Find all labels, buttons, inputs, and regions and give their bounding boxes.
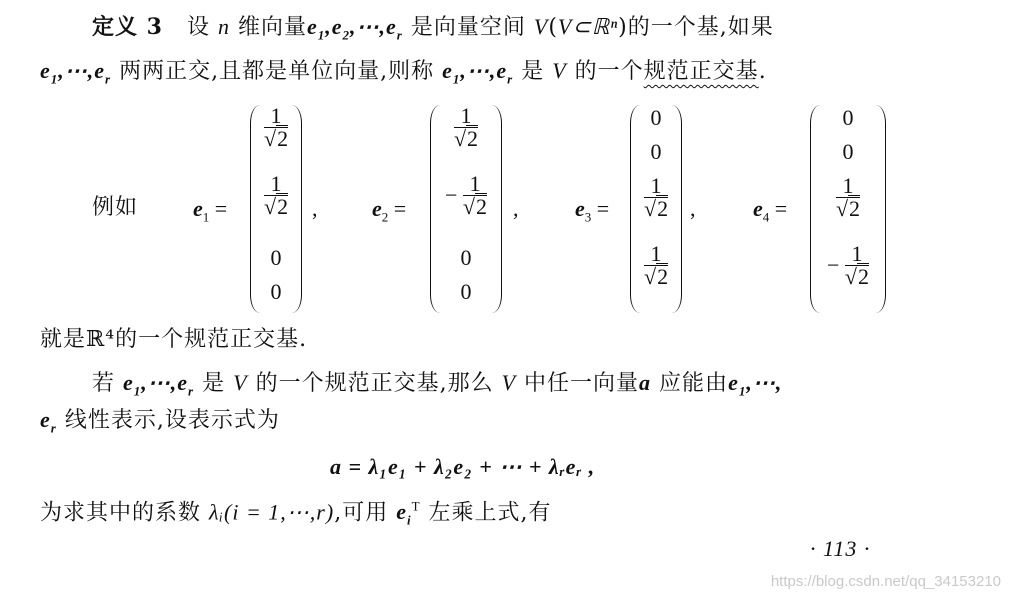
vector-e4 bbox=[810, 105, 886, 313]
vector-cell: 0 bbox=[460, 245, 472, 270]
watermark: https://blog.csdn.net/qq_34153210 bbox=[770, 573, 1001, 590]
math-vector-list: $e_1,\cdots,e_r$ bbox=[40, 58, 112, 87]
math-V: V bbox=[233, 370, 248, 395]
math-vector-list: $e_1,\cdots,e_r$ bbox=[442, 58, 514, 87]
math-er: $e_r$ bbox=[40, 407, 57, 436]
math-coefficients: λᵢ(i = 1,⋯,r) bbox=[209, 499, 335, 525]
math-V: V bbox=[552, 58, 567, 83]
denominator: √2 bbox=[264, 194, 289, 219]
math-vector-list: $e_1,e_2,\cdots,e_r$ bbox=[306, 14, 403, 43]
vector-cell: 0 bbox=[842, 139, 854, 164]
denominator: √2 bbox=[844, 264, 869, 289]
text: 若 bbox=[92, 371, 116, 396]
math-V: V bbox=[533, 14, 549, 39]
math-vector-list: $e_1,\cdots$, bbox=[728, 370, 783, 399]
text: 线性表示,设表示式为 bbox=[64, 408, 280, 433]
numerator: 1 bbox=[644, 243, 668, 266]
definition-label: 定义 3 bbox=[92, 14, 163, 40]
fraction bbox=[463, 173, 487, 218]
vector-e3 bbox=[630, 105, 682, 313]
numerator: 1 bbox=[644, 175, 668, 198]
math-ei-transpose: $e_i^T$ bbox=[396, 499, 421, 528]
comma: , bbox=[690, 196, 696, 221]
right-parenthesis bbox=[873, 105, 886, 313]
fraction bbox=[836, 175, 860, 220]
text: 的一个规范正交基,那么 bbox=[255, 371, 494, 396]
paragraph-line-1 bbox=[92, 368, 782, 406]
vector-e2-label: $e_2$ = bbox=[372, 196, 407, 225]
numerator: 1 bbox=[264, 173, 288, 196]
vector-cell: 0 bbox=[270, 279, 282, 304]
numerator: 1 bbox=[264, 105, 288, 128]
fraction bbox=[264, 105, 288, 150]
text: 两两正交,且都是单位向量,则称 bbox=[119, 59, 435, 84]
text: 应能由 bbox=[659, 371, 729, 396]
right-parenthesis bbox=[489, 105, 502, 313]
fraction bbox=[644, 243, 668, 288]
text: 为求其中的系数 bbox=[40, 500, 202, 526]
text: ,可用 bbox=[334, 500, 389, 526]
fraction bbox=[454, 105, 478, 150]
vector-cell bbox=[824, 243, 872, 288]
term-orthonormal-basis: 规范正交基 bbox=[643, 59, 759, 84]
minus-sign: − bbox=[827, 252, 845, 278]
vector-cell bbox=[264, 105, 288, 150]
definition-line-2 bbox=[40, 56, 767, 94]
vector-e1 bbox=[250, 105, 302, 313]
vector-cell bbox=[264, 173, 288, 218]
page-number: · 113 · bbox=[810, 536, 871, 561]
comma: , bbox=[513, 196, 519, 221]
vector-cell bbox=[644, 243, 668, 288]
vector-e4-label: $e_4$ = bbox=[753, 196, 788, 225]
example-label: 例如 bbox=[92, 195, 139, 220]
text: 的一个 bbox=[574, 59, 644, 84]
left-parenthesis bbox=[430, 105, 443, 313]
vector-cell bbox=[644, 175, 668, 220]
vector-cell bbox=[824, 175, 872, 220]
vector-cell: 0 bbox=[650, 139, 662, 164]
math-subset: V⊂ℝⁿ bbox=[557, 14, 619, 39]
fraction bbox=[264, 173, 288, 218]
paragraph-line-3 bbox=[40, 492, 552, 536]
text: 左乘上式,有 bbox=[428, 500, 552, 526]
linear-combination-formula: a = λ₁e₁ + λ₂e₂ + ⋯ + λᵣeᵣ , bbox=[330, 454, 596, 479]
text: 维向量 bbox=[237, 15, 307, 40]
vector-e3-label: $e_3$ = bbox=[575, 196, 610, 225]
vector-cell: 0 bbox=[270, 245, 282, 270]
math-a: a bbox=[639, 370, 652, 395]
fraction bbox=[845, 243, 869, 288]
text: 的一个基,如果 bbox=[627, 15, 774, 40]
left-parenthesis bbox=[810, 105, 823, 313]
right-parenthesis bbox=[669, 105, 682, 313]
denominator: √2 bbox=[264, 126, 289, 151]
numerator: 1 bbox=[463, 173, 487, 196]
text: 是 bbox=[521, 59, 545, 84]
denominator: √2 bbox=[835, 196, 861, 221]
minus-sign: − bbox=[445, 182, 463, 208]
math-vector-list: $e_1,\cdots,e_r$ bbox=[123, 370, 195, 399]
denominator: √2 bbox=[453, 126, 479, 151]
math-R4: ℝ⁴ bbox=[86, 327, 116, 352]
text: 中任一向量 bbox=[524, 371, 640, 396]
math-n: n bbox=[217, 14, 230, 39]
numerator: 1 bbox=[845, 243, 869, 266]
vector-cell bbox=[444, 105, 488, 150]
definition-line-1: 定义 3 设 n 维向量$e_1,e_2,\cdots,e_r$ 是向量空间 V(V⊂ℝⁿ)的一个基,如果 bbox=[92, 14, 774, 43]
text: 就是 bbox=[40, 327, 87, 352]
vector-cell: 0 bbox=[842, 105, 854, 130]
text: 设 bbox=[186, 15, 210, 40]
right-parenthesis bbox=[289, 105, 302, 313]
denominator: √2 bbox=[462, 194, 487, 219]
paragraph-line-2 bbox=[40, 405, 280, 443]
denominator: √2 bbox=[644, 264, 669, 289]
left-parenthesis bbox=[630, 105, 643, 313]
math-V: V bbox=[501, 370, 517, 395]
vector-e2 bbox=[430, 105, 502, 313]
text: . bbox=[758, 59, 767, 84]
vector-cell: 0 bbox=[650, 105, 662, 130]
vector-cell: 0 bbox=[460, 279, 472, 304]
numerator: 1 bbox=[454, 105, 478, 128]
text: 的一个规范正交基. bbox=[115, 327, 308, 352]
text: 是 bbox=[202, 371, 226, 396]
denominator: √2 bbox=[644, 196, 669, 221]
vector-cell bbox=[444, 173, 488, 218]
comma: , bbox=[312, 196, 318, 221]
text: 是向量空间 bbox=[410, 15, 526, 40]
fraction bbox=[644, 175, 668, 220]
example-conclusion bbox=[40, 325, 307, 355]
numerator: 1 bbox=[836, 175, 860, 198]
vector-e1-label: $e_1$ = bbox=[193, 196, 228, 225]
left-parenthesis bbox=[250, 105, 263, 313]
